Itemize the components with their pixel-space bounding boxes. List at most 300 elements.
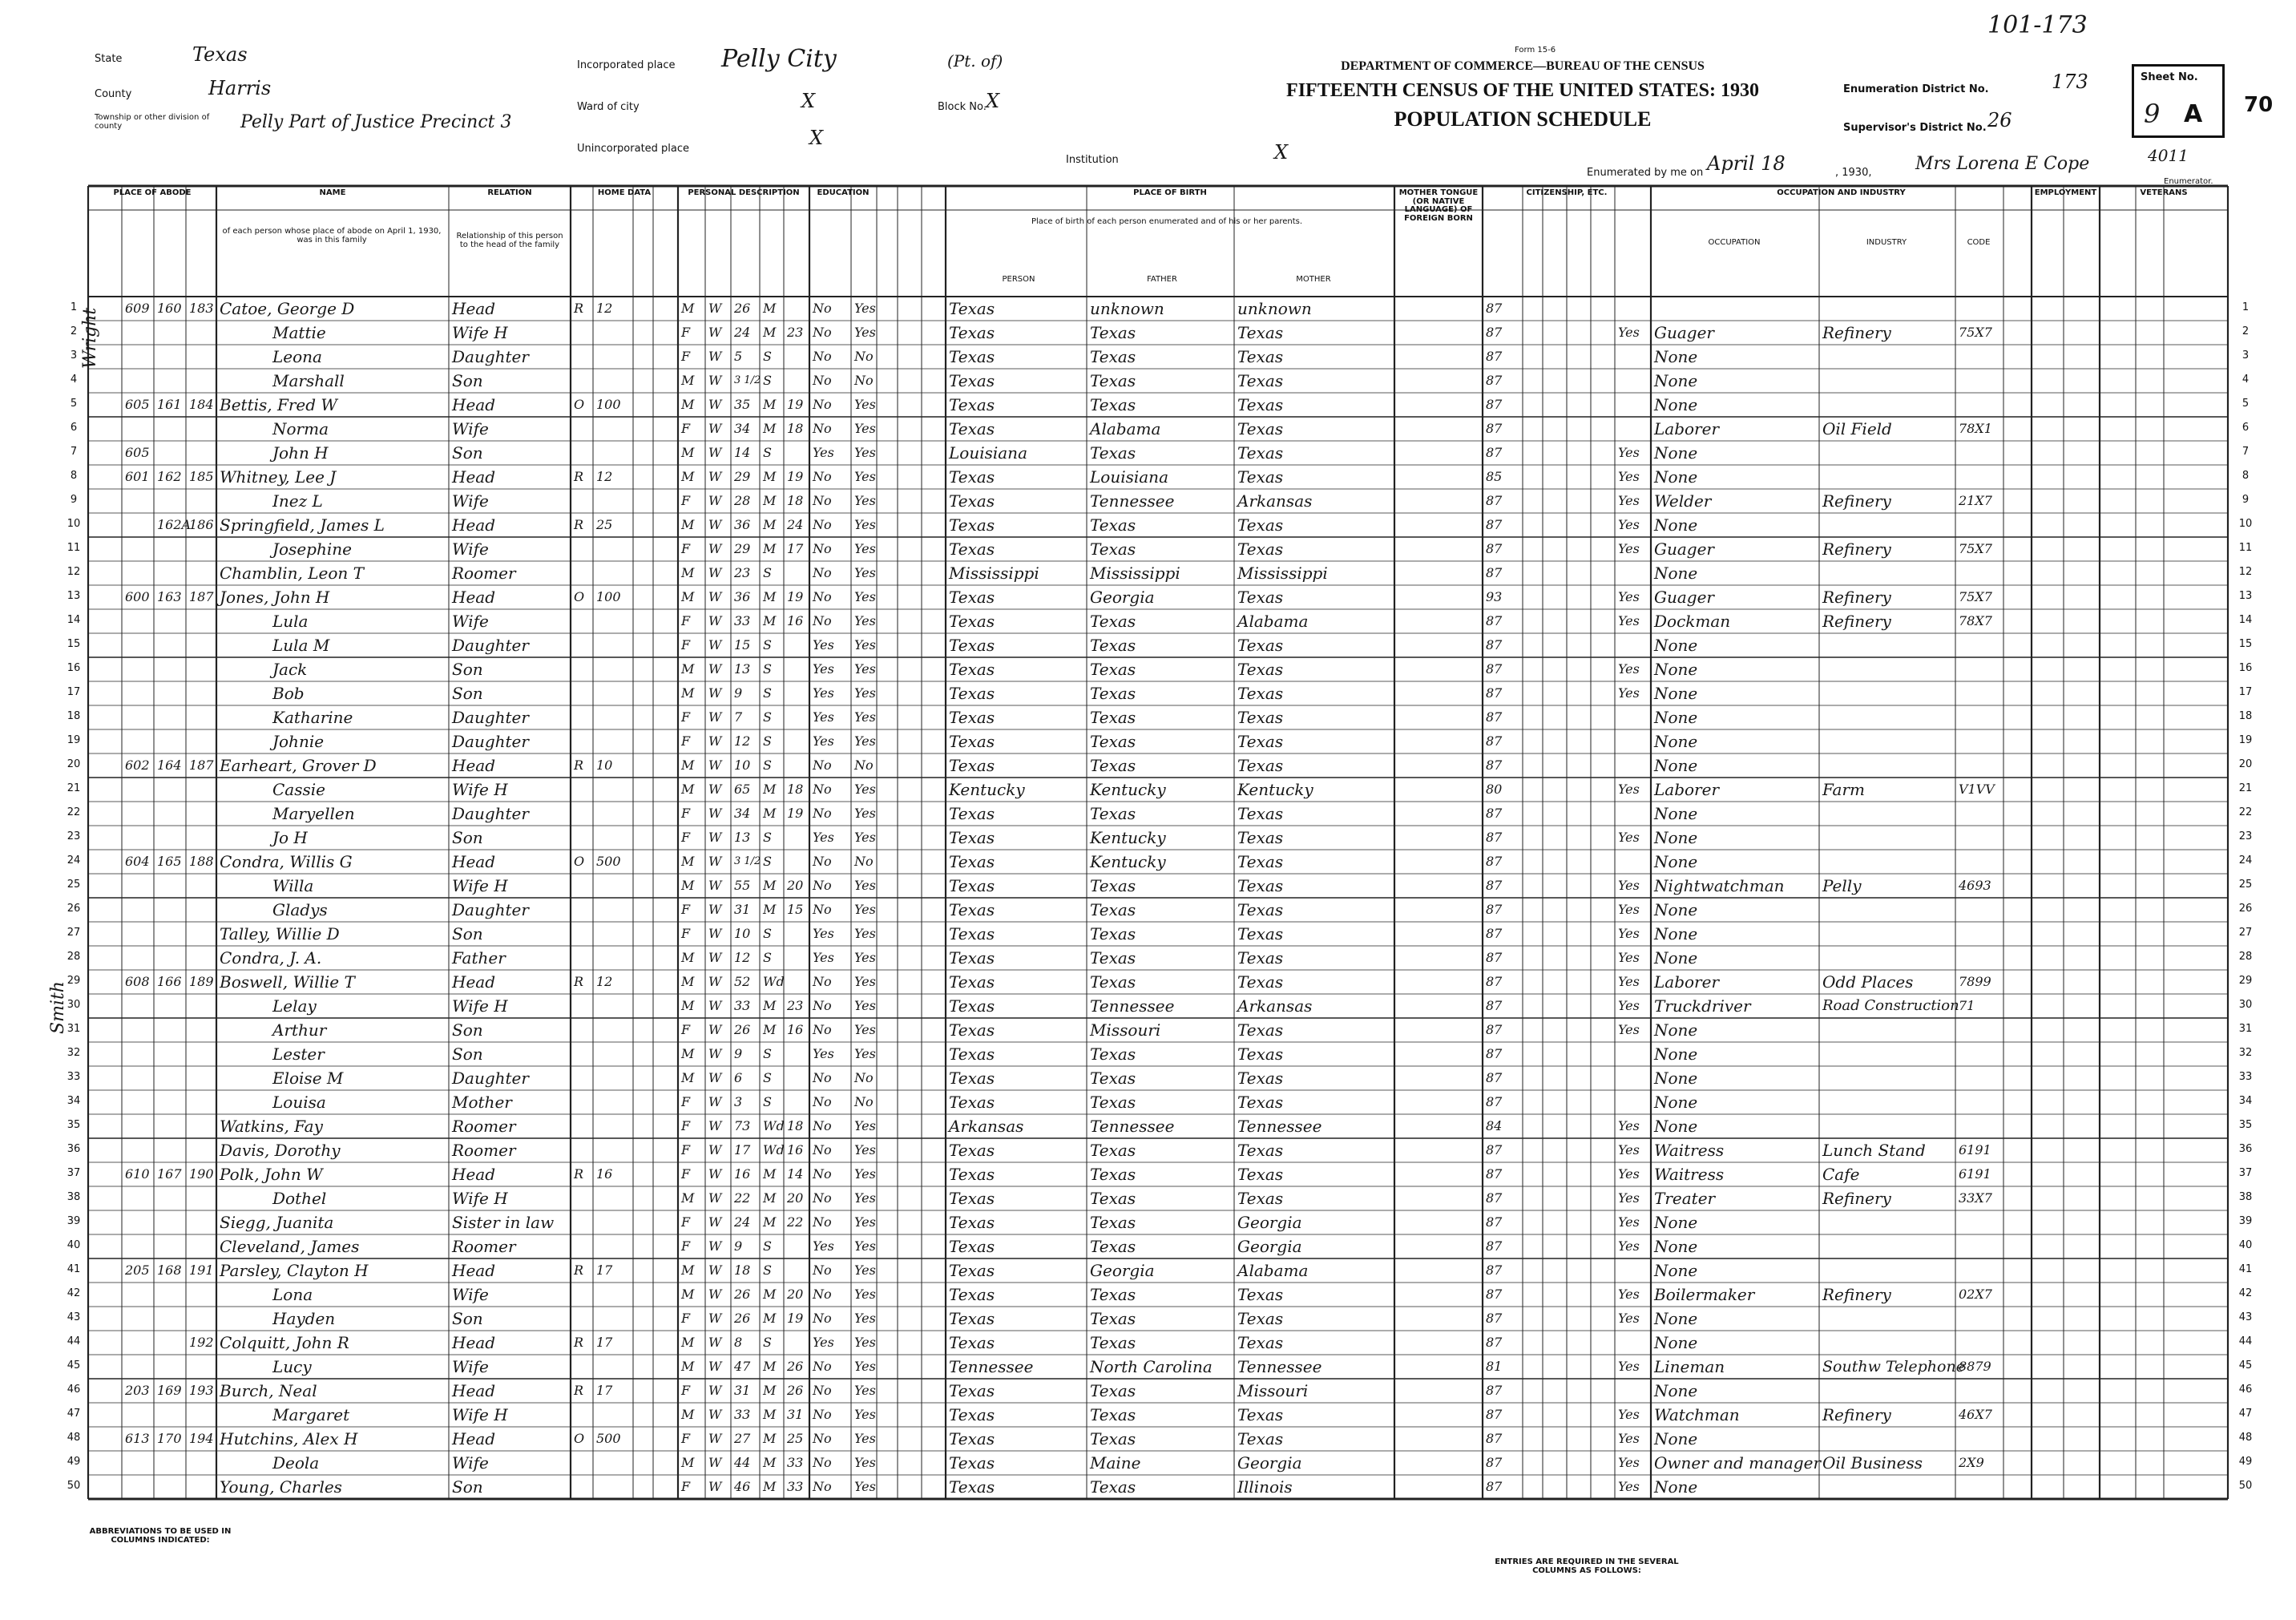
cell-cit: Yes bbox=[1618, 782, 1640, 797]
cell-age: 26 bbox=[734, 1287, 751, 1302]
cell-code: 85 bbox=[1486, 469, 1503, 484]
cell-ind: Farm bbox=[1822, 780, 1865, 799]
cell-mpob: Alabama bbox=[1237, 612, 1309, 631]
cell-code: 87 bbox=[1486, 1383, 1503, 1398]
cell-age: 33 bbox=[734, 613, 751, 628]
row-number: 10 bbox=[67, 518, 81, 530]
ward-label: Ward of city bbox=[577, 101, 640, 113]
cell-rel: Head bbox=[452, 756, 496, 775]
cell-occ: None bbox=[1654, 347, 1698, 366]
row-number: 49 bbox=[67, 1456, 81, 1468]
row-number: 21 bbox=[67, 782, 81, 794]
cell-occ: Laborer bbox=[1654, 780, 1720, 799]
cell-fpob: Texas bbox=[1090, 539, 1136, 559]
row-number: 2 bbox=[70, 325, 78, 337]
cell-age: 36 bbox=[734, 589, 751, 604]
cell-sch: No bbox=[813, 493, 832, 508]
cell-sex: M bbox=[681, 1070, 695, 1085]
cell-race: W bbox=[708, 1118, 722, 1133]
cell-mar: S bbox=[763, 830, 772, 845]
cell-read: Yes bbox=[854, 1142, 876, 1157]
cell-name: Springfield, James L bbox=[220, 515, 385, 535]
cell-occ: None bbox=[1654, 1093, 1698, 1112]
cell-ocode: 75X7 bbox=[1959, 541, 1992, 556]
column-header-birth-desc: Place of birth of each person enumerated and of his or her parents. bbox=[1031, 217, 1303, 226]
cell-race: W bbox=[708, 1455, 722, 1470]
cell-code: 87 bbox=[1486, 806, 1503, 821]
cell-occ: None bbox=[1654, 660, 1698, 679]
abbrev-title: ABBREVIATIONS TO BE USED IN COLUMNS INDICATED: bbox=[89, 1527, 232, 1545]
cell-sex: F bbox=[681, 733, 691, 749]
cell-rel: Wife H bbox=[452, 876, 508, 895]
cell-mpob: Texas bbox=[1237, 1189, 1284, 1208]
cell-rel: Wife H bbox=[452, 323, 508, 342]
cell-sch: Yes bbox=[813, 661, 834, 677]
cell-cit: Yes bbox=[1618, 1166, 1640, 1182]
row-number: 12 bbox=[67, 566, 81, 578]
cell-read: Yes bbox=[854, 685, 876, 701]
cell-mpob: Arkansas bbox=[1237, 996, 1313, 1016]
cell-ind: Southw Telephone bbox=[1822, 1358, 1965, 1376]
cell-age: 14 bbox=[734, 445, 751, 460]
cell-name: Marshall bbox=[272, 371, 345, 390]
cell-fpob: Texas bbox=[1090, 876, 1136, 895]
cell-family: 166 bbox=[157, 974, 182, 989]
cell-cit: Yes bbox=[1618, 830, 1640, 845]
cell-mar: S bbox=[763, 1335, 772, 1350]
cell-sex: M bbox=[681, 1262, 695, 1278]
cell-read: Yes bbox=[854, 493, 876, 508]
cell-age: 34 bbox=[734, 421, 751, 436]
cell-val: 12 bbox=[596, 974, 613, 989]
cell-fpob: Texas bbox=[1090, 1309, 1136, 1328]
cell-mar: M bbox=[763, 1190, 777, 1206]
cell-code: 87 bbox=[1486, 373, 1503, 388]
cell-read: Yes bbox=[854, 541, 876, 556]
cell-fpob: Texas bbox=[1090, 660, 1136, 679]
cell-read: No bbox=[854, 854, 874, 869]
cell-fpob: Missouri bbox=[1090, 1020, 1161, 1040]
cell-name: Inez L bbox=[272, 491, 323, 511]
cell-cit: Yes bbox=[1618, 445, 1640, 460]
row-number: 26 bbox=[2238, 903, 2253, 915]
cell-cit: Yes bbox=[1618, 685, 1640, 701]
cell-rel: Head bbox=[452, 1261, 496, 1280]
row-number: 24 bbox=[67, 854, 81, 867]
row-number: 45 bbox=[2238, 1359, 2253, 1372]
cell-own: R bbox=[574, 469, 584, 484]
row-number: 18 bbox=[2238, 710, 2253, 722]
cell-age: 46 bbox=[734, 1479, 751, 1494]
cell-rel: Wife H bbox=[452, 1405, 508, 1424]
cell-cit: Yes bbox=[1618, 613, 1640, 628]
cell-race: W bbox=[708, 1287, 722, 1302]
cell-sex: F bbox=[681, 1383, 691, 1398]
cell-read: No bbox=[854, 349, 874, 364]
cell-name: Condra, J. A. bbox=[220, 948, 322, 968]
cell-val: 100 bbox=[596, 397, 621, 412]
row-number: 28 bbox=[67, 951, 81, 963]
cell-name: Lelay bbox=[272, 996, 317, 1016]
cell-rel: Son bbox=[452, 443, 483, 463]
cell-visit: 189 bbox=[189, 974, 214, 989]
cell-read: Yes bbox=[854, 1311, 876, 1326]
cell-pob: Mississippi bbox=[949, 564, 1039, 583]
cell-rel: Wife bbox=[452, 419, 489, 438]
cell-sex: F bbox=[681, 926, 691, 941]
cell-pob: Texas bbox=[949, 395, 995, 414]
cell-code: 87 bbox=[1486, 325, 1503, 340]
cell-code: 87 bbox=[1486, 1094, 1503, 1109]
cell-mar: M bbox=[763, 541, 777, 556]
cell-mar: S bbox=[763, 950, 772, 965]
cell-pob: Texas bbox=[949, 1309, 995, 1328]
row-number: 12 bbox=[2238, 566, 2253, 578]
cell-read: Yes bbox=[854, 1287, 876, 1302]
cell-sex: F bbox=[681, 806, 691, 821]
cell-code: 87 bbox=[1486, 421, 1503, 436]
cell-sch: No bbox=[813, 1383, 832, 1398]
cell-race: W bbox=[708, 613, 722, 628]
cell-name: Lona bbox=[272, 1285, 313, 1304]
cell-code: 87 bbox=[1486, 709, 1503, 725]
cell-name: Jones, John H bbox=[220, 588, 330, 607]
cell-rel: Roomer bbox=[452, 564, 516, 583]
row-number: 26 bbox=[67, 903, 81, 915]
cell-mar: S bbox=[763, 1070, 772, 1085]
cell-occ: None bbox=[1654, 395, 1698, 414]
cell-read: Yes bbox=[854, 1407, 876, 1422]
cell-code: 87 bbox=[1486, 661, 1503, 677]
cell-fpob: Kentucky bbox=[1090, 852, 1166, 871]
row-number: 9 bbox=[2242, 494, 2250, 506]
column-group-heading: PLACE OF ABODE bbox=[113, 188, 192, 197]
cell-race: W bbox=[708, 806, 722, 821]
cell-mar: S bbox=[763, 1046, 772, 1061]
cell-occ: Lineman bbox=[1654, 1357, 1725, 1376]
cell-sch: No bbox=[813, 1359, 832, 1374]
cell-code: 87 bbox=[1486, 1214, 1503, 1230]
row-number: 10 bbox=[2238, 518, 2253, 530]
cell-occ: None bbox=[1654, 852, 1698, 871]
cell-sex: F bbox=[681, 613, 691, 628]
cell-name: Mattie bbox=[272, 323, 326, 342]
cell-afm: 15 bbox=[787, 902, 804, 917]
cell-dwelling: 608 bbox=[125, 974, 150, 989]
cell-afm: 26 bbox=[787, 1359, 804, 1374]
cell-sex: M bbox=[681, 1335, 695, 1350]
cell-age: 6 bbox=[734, 1070, 743, 1085]
row-number: 37 bbox=[67, 1167, 81, 1179]
cell-mar: S bbox=[763, 349, 772, 364]
supervisor-label: Supervisor's District No. bbox=[1843, 122, 1987, 134]
cell-rel: Wife bbox=[452, 491, 489, 511]
cell-own: R bbox=[574, 1166, 584, 1182]
cell-pob: Texas bbox=[949, 1213, 995, 1232]
column-header-occupation: OCCUPATION bbox=[1708, 238, 1761, 247]
cell-read: Yes bbox=[854, 301, 876, 316]
cell-code: 87 bbox=[1486, 1070, 1503, 1085]
cell-code: 87 bbox=[1486, 1455, 1503, 1470]
cell-mar: S bbox=[763, 709, 772, 725]
cell-ind: Refinery bbox=[1822, 612, 1891, 631]
cell-race: W bbox=[708, 974, 722, 989]
cell-code: 87 bbox=[1486, 1335, 1503, 1350]
cell-read: Yes bbox=[854, 830, 876, 845]
row-number: 28 bbox=[2238, 951, 2253, 963]
row-number: 16 bbox=[2238, 662, 2253, 674]
cell-fpob: Texas bbox=[1090, 1285, 1136, 1304]
row-number: 4 bbox=[2242, 374, 2250, 386]
cell-mpob: unknown bbox=[1237, 299, 1312, 318]
cell-pob: Texas bbox=[949, 948, 995, 968]
cell-afm: 22 bbox=[787, 1214, 804, 1230]
cell-code: 87 bbox=[1486, 349, 1503, 364]
side-number: 4011 bbox=[2148, 146, 2189, 165]
cell-pob: Texas bbox=[949, 972, 995, 992]
row-number: 44 bbox=[2238, 1335, 2253, 1347]
cell-mar: M bbox=[763, 1214, 777, 1230]
row-number: 47 bbox=[67, 1408, 81, 1420]
row-number: 48 bbox=[2238, 1432, 2253, 1444]
cell-ind: Oil Field bbox=[1822, 419, 1892, 438]
cell-race: W bbox=[708, 902, 722, 917]
cell-cit: Yes bbox=[1618, 589, 1640, 604]
column-header-industry: INDUSTRY bbox=[1866, 238, 1907, 247]
cell-name: Deola bbox=[272, 1453, 320, 1473]
cell-sch: No bbox=[813, 613, 832, 628]
margin-note-1: Smith bbox=[48, 981, 68, 1034]
cell-ocode: 6191 bbox=[1959, 1166, 1991, 1182]
county-value: Harris bbox=[208, 77, 272, 99]
cell-race: W bbox=[708, 782, 722, 797]
cell-mpob: Texas bbox=[1237, 443, 1284, 463]
cell-mar: S bbox=[763, 373, 772, 388]
cell-rel: Wife H bbox=[452, 1189, 508, 1208]
enumerator-name: Mrs Lorena E Cope bbox=[1915, 154, 2090, 174]
cell-occ: Watchman bbox=[1654, 1405, 1740, 1424]
cell-pob: Texas bbox=[949, 756, 995, 775]
cell-rel: Head bbox=[452, 972, 496, 992]
cell-val: 17 bbox=[596, 1262, 613, 1278]
row-number: 5 bbox=[2242, 398, 2250, 410]
cell-race: W bbox=[708, 1359, 722, 1374]
cell-rel: Wife bbox=[452, 1453, 489, 1473]
cell-dwelling: 601 bbox=[125, 469, 150, 484]
cell-sex: M bbox=[681, 1046, 695, 1061]
row-number: 43 bbox=[67, 1311, 81, 1323]
schedule-title: POPULATION SCHEDULE bbox=[1394, 107, 1652, 131]
cell-mpob: Texas bbox=[1237, 708, 1284, 727]
cell-sch: Yes bbox=[813, 1238, 834, 1254]
cell-fpob: Texas bbox=[1090, 515, 1136, 535]
row-number: 41 bbox=[67, 1263, 81, 1275]
cell-name: Leona bbox=[272, 347, 322, 366]
cell-pob: Texas bbox=[949, 1141, 995, 1160]
cell-read: Yes bbox=[854, 998, 876, 1013]
cell-race: W bbox=[708, 1094, 722, 1109]
cell-sch: No bbox=[813, 782, 832, 797]
cell-sex: M bbox=[681, 301, 695, 316]
cell-occ: None bbox=[1654, 1069, 1698, 1088]
cell-sex: F bbox=[681, 421, 691, 436]
cell-occ: Treater bbox=[1654, 1189, 1716, 1208]
cell-rel: Daughter bbox=[452, 804, 529, 823]
cell-cit: Yes bbox=[1618, 541, 1640, 556]
cell-name: Earheart, Grover D bbox=[220, 756, 377, 775]
row-number: 30 bbox=[67, 999, 81, 1011]
cell-visit: 190 bbox=[189, 1166, 214, 1182]
cell-own: R bbox=[574, 757, 584, 773]
cell-rel: Wife bbox=[452, 612, 489, 631]
cell-code: 87 bbox=[1486, 757, 1503, 773]
row-number: 7 bbox=[2242, 446, 2250, 458]
cell-race: W bbox=[708, 469, 722, 484]
cell-mar: M bbox=[763, 397, 777, 412]
cell-mar: M bbox=[763, 1311, 777, 1326]
cell-read: Yes bbox=[854, 950, 876, 965]
cell-age: 24 bbox=[734, 325, 751, 340]
cell-read: Yes bbox=[854, 926, 876, 941]
row-number: 34 bbox=[67, 1095, 81, 1107]
cell-fpob: Texas bbox=[1090, 1405, 1136, 1424]
cell-code: 87 bbox=[1486, 493, 1503, 508]
cell-visit: 184 bbox=[189, 397, 214, 412]
cell-afm: 33 bbox=[787, 1455, 804, 1470]
cell-code: 87 bbox=[1486, 1407, 1503, 1422]
cell-dwelling: 610 bbox=[125, 1166, 150, 1182]
cell-sex: M bbox=[681, 1407, 695, 1422]
cell-fpob: Texas bbox=[1090, 948, 1136, 968]
cell-afm: 14 bbox=[787, 1166, 804, 1182]
cell-pob: Texas bbox=[949, 1333, 995, 1352]
cell-pob: Texas bbox=[949, 732, 995, 751]
row-number: 46 bbox=[2238, 1384, 2253, 1396]
row-number: 23 bbox=[2238, 830, 2253, 842]
cell-name: Johnie bbox=[272, 732, 325, 751]
cell-occ: None bbox=[1654, 828, 1698, 847]
column-group-heading: PERSONAL DESCRIPTION bbox=[688, 188, 800, 197]
column-header-relation-desc: Relationship of this person to the head of the family bbox=[456, 232, 563, 249]
cell-afm: 17 bbox=[787, 541, 804, 556]
cell-occ: None bbox=[1654, 1117, 1698, 1136]
cell-sch: No bbox=[813, 397, 832, 412]
cell-rel: Son bbox=[452, 371, 483, 390]
row-number: 39 bbox=[2238, 1215, 2253, 1227]
cell-sch: No bbox=[813, 1311, 832, 1326]
cell-sch: Yes bbox=[813, 709, 834, 725]
cell-sch: No bbox=[813, 974, 832, 989]
cell-race: W bbox=[708, 1383, 722, 1398]
cell-age: 9 bbox=[734, 685, 743, 701]
cell-mpob: Kentucky bbox=[1237, 780, 1313, 799]
cell-sch: No bbox=[813, 1166, 832, 1182]
cell-mar: S bbox=[763, 565, 772, 580]
cell-ind: Refinery bbox=[1822, 1285, 1891, 1304]
cell-read: Yes bbox=[854, 902, 876, 917]
cell-cit: Yes bbox=[1618, 1022, 1640, 1037]
cell-pob: Texas bbox=[949, 491, 995, 511]
cell-rel: Head bbox=[452, 588, 496, 607]
cell-visit: 188 bbox=[189, 854, 214, 869]
cell-sex: F bbox=[681, 830, 691, 845]
column-group-heading: EDUCATION bbox=[817, 188, 870, 197]
cell-age: 5 bbox=[734, 349, 743, 364]
cell-code: 87 bbox=[1486, 637, 1503, 652]
cell-sch: No bbox=[813, 1022, 832, 1037]
cell-race: W bbox=[708, 1238, 722, 1254]
cell-age: 28 bbox=[734, 493, 751, 508]
cell-code: 87 bbox=[1486, 1479, 1503, 1494]
sheet-label: Sheet No. bbox=[2141, 71, 2198, 83]
cell-code: 87 bbox=[1486, 445, 1503, 460]
cell-race: W bbox=[708, 854, 722, 869]
cell-code: 87 bbox=[1486, 902, 1503, 917]
row-number: 44 bbox=[67, 1335, 81, 1347]
cell-fpob: Alabama bbox=[1090, 419, 1161, 438]
row-number: 36 bbox=[2238, 1143, 2253, 1155]
cell-rel: Son bbox=[452, 828, 483, 847]
cell-age: 34 bbox=[734, 806, 751, 821]
cell-mpob: Texas bbox=[1237, 1285, 1284, 1304]
cell-name: Josephine bbox=[272, 539, 352, 559]
cell-read: Yes bbox=[854, 1262, 876, 1278]
cell-race: W bbox=[708, 1431, 722, 1446]
row-number: 3 bbox=[70, 349, 78, 362]
row-number: 23 bbox=[67, 830, 81, 842]
row-number: 29 bbox=[2238, 975, 2253, 987]
cell-read: Yes bbox=[854, 1455, 876, 1470]
cell-age: 47 bbox=[734, 1359, 751, 1374]
cell-mar: S bbox=[763, 637, 772, 652]
cell-code: 87 bbox=[1486, 926, 1503, 941]
block-label: Block No. bbox=[938, 101, 987, 113]
cell-sch: No bbox=[813, 878, 832, 893]
row-number: 43 bbox=[2238, 1311, 2253, 1323]
cell-cit: Yes bbox=[1618, 1455, 1640, 1470]
cell-mar: M bbox=[763, 1407, 777, 1422]
cell-read: Yes bbox=[854, 974, 876, 989]
cell-race: W bbox=[708, 1046, 722, 1061]
cell-fpob: Texas bbox=[1090, 1069, 1136, 1088]
cell-rel: Son bbox=[452, 924, 483, 943]
cell-pob: Texas bbox=[949, 1237, 995, 1256]
row-number: 22 bbox=[67, 806, 81, 818]
cell-age: 16 bbox=[734, 1166, 751, 1182]
cell-age: 52 bbox=[734, 974, 751, 989]
cell-code: 87 bbox=[1486, 950, 1503, 965]
cell-sch: Yes bbox=[813, 926, 834, 941]
cell-name: Condra, Willis G bbox=[220, 852, 353, 871]
cell-fpob: Georgia bbox=[1090, 588, 1155, 607]
cell-race: W bbox=[708, 397, 722, 412]
cell-sex: M bbox=[681, 469, 695, 484]
cell-rel: Son bbox=[452, 1044, 483, 1064]
cell-mar: M bbox=[763, 493, 777, 508]
cell-mpob: Texas bbox=[1237, 419, 1284, 438]
cell-mar: M bbox=[763, 878, 777, 893]
cell-mar: M bbox=[763, 902, 777, 917]
cell-name: Watkins, Fay bbox=[220, 1117, 323, 1136]
cell-cit: Yes bbox=[1618, 1311, 1640, 1326]
cell-code: 87 bbox=[1486, 830, 1503, 845]
cell-age: 12 bbox=[734, 733, 751, 749]
cell-name: Whitney, Lee J bbox=[220, 467, 337, 487]
cell-rel: Father bbox=[452, 948, 506, 968]
cell-fpob: Texas bbox=[1090, 1044, 1136, 1064]
cell-ind: Refinery bbox=[1822, 491, 1891, 511]
cell-name: Hayden bbox=[272, 1309, 336, 1328]
